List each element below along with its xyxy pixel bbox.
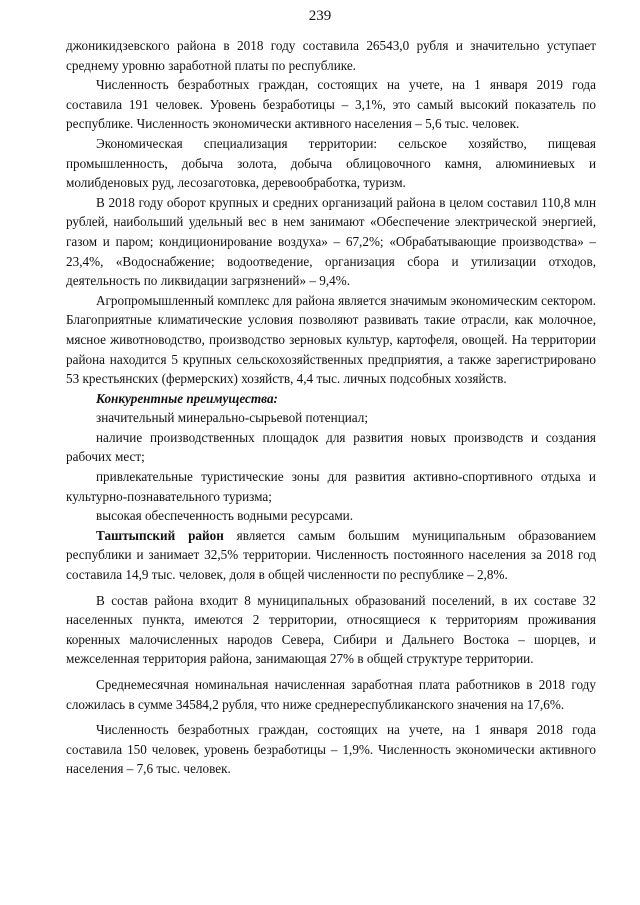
paragraph-average-wage: Среднемесячная номинальная начисленная заработная плата работников в 2018 году сложилась в сумме 34584,2 рубля, что ниже среднереспубликанского значения на 17,6%. bbox=[66, 677, 596, 712]
paragraph-municipal-structure: В состав района входит 8 муниципальных образований поселений, в их составе 32 населенных пункта, имеются 2 территории, относящиеся к территориям проживания коренных малочисленных народов Севера, Сибири и Дальнего Востока – шорцев, и межселенная территория района, занимающая 27% в общей структуре территории. bbox=[66, 592, 596, 667]
paragraph-agro-complex: Агропромышленный комплекс для района является значимым экономическим сектором. Благоприятные климатические условия позволяют развивать такие отрасли, как молочное, мясное животноводство, производство зерновых культур, картофеля, овощей. На территории района находится 5 крупных сельскохозяйственных предприятия, а также зарегистрировано 53 крестьянских (фермерских) хозяйств, 4,4 тыс. личных подсобных хозяйств. bbox=[66, 292, 596, 387]
page-body bbox=[66, 36, 596, 779]
paragraph-economic-specialization: Экономическая специализация территории: сельское хозяйство, пищевая промышленность, добыча золота, добыча облицовочного камня, алюминиевых и молибденовых руд, лесозаготовка, деревообработка, туризм. bbox=[66, 135, 596, 191]
competitive-advantages-heading: Конкурентные преимущества: bbox=[96, 390, 278, 406]
paragraph-unemployment-2018: Численность безработных граждан, состоящих на учете, на 1 января 2018 года составила 150 человек, уровень безработицы – 1,9%. Численность экономически активного населения – 7,6 тыс. человек. bbox=[66, 722, 596, 777]
paragraph-turnover-2018: В 2018 году оборот крупных и средних организаций района в целом составил 110,8 млн рублей, наибольший удельный вес в нем занимают «Обеспечение электрической энергией, газом и паром; кондиционирование воздуха» – 67,2%; «Обрабатывающие производства» – 23,4%, «Водоснабжение; водоотведение, организация сбора и утилизации отходов, деятельность по ликвидации загрязнений» – 9,4%. bbox=[66, 194, 596, 289]
paragraph-unemployment-2019: Численность безработных граждан, состоящих на учете, на 1 января 2019 года составила 191 человек. Уровень безработицы – 3,1%, это самый высокий показатель по республике. Численность экономически активного населения – 5,6 тыс. человек. bbox=[66, 77, 596, 132]
district-name: Таштыпский район bbox=[96, 527, 224, 543]
advantage-item-water: высокая обеспеченность водными ресурсами. bbox=[96, 508, 354, 524]
advantage-item-tourism: привлекательные туристические зоны для развития активно-спортивного отдыха и культурно-познавательного туризма; bbox=[66, 469, 596, 504]
paragraph-tashtyp-district bbox=[66, 526, 596, 585]
advantage-item-minerals: значительный минерально-сырьевой потенциал; bbox=[96, 410, 369, 426]
page-number: 239 bbox=[308, 8, 332, 24]
paragraph-wage-continuation: джоникидзевского района в 2018 году составила 26543,0 рубля и значительно уступает среднему уровню заработной платы по республике. bbox=[66, 38, 596, 73]
district-description: является самым большим муниципальным образованием республики и занимает 32,5% территории. Численность постоянного населения за 2018 год составила 14,9 тыс. человек, доля в общей численности по республике – 2,8%. bbox=[66, 527, 596, 583]
advantage-item-production-sites: наличие производственных площадок для развития новых производств и создания рабочих мест; bbox=[66, 429, 596, 465]
